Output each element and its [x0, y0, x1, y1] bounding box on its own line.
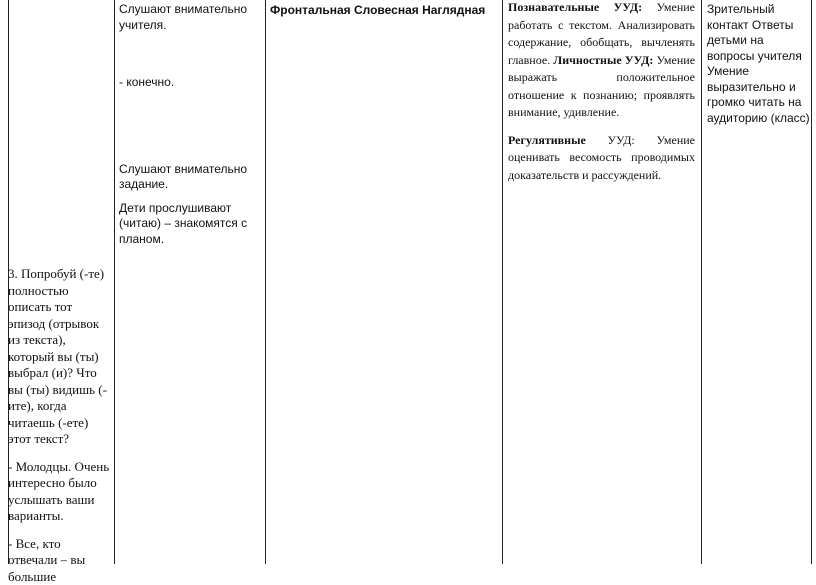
regulatory-label: Регулятивные [508, 133, 586, 147]
learning-actions-cell [508, 0, 695, 564]
praise-text: - Молодцы. Очень интересно было услышать ваши варианты. [8, 459, 112, 525]
regulatory-block [508, 132, 695, 185]
column-divider-1 [114, 0, 115, 564]
control-forms-cell [707, 0, 810, 564]
cognitive-label: Познавательные УУД: [508, 0, 642, 14]
work-forms-text: Фронтальная Словесная Наглядная [270, 3, 500, 18]
teacher-activity-cell [8, 0, 112, 564]
task-question: 3. Попробуй (-те) полностью описать тот эпизод (отрывок из текста), который вы (ты) выбрал (и)? Что вы (ты) видишь (-ите), когда читаешь (-ете) этот текст? [8, 266, 112, 448]
all-answered-text: - Все, кто отвечали – вы большие [8, 536, 112, 585]
listen-task-text: Слушают внимательно задание. [119, 162, 251, 193]
cognitive-text: Умение работать с текстом. Анализировать содержание, обобщать, вычленять главное. [508, 0, 695, 67]
personal-label: Личностные УУД: [553, 53, 653, 67]
cognitive-personal-block [508, 0, 695, 122]
personal-text: Умение выражать положительное отношение к познанию; проявлять внимание, удивление. [508, 53, 695, 120]
table-border-right [811, 0, 812, 564]
children-read-text: Дети прослушивают (читаю) – знакомятся с планом. [119, 201, 251, 248]
column-divider-2 [265, 0, 266, 564]
column-divider-3 [502, 0, 503, 564]
work-forms-cell [270, 0, 500, 564]
column-divider-4 [701, 0, 702, 564]
of-course-text: - конечно. [119, 75, 251, 91]
regulatory-text: УУД: Умение оценивать весомость проводимых доказательств и рассуждений. [508, 133, 695, 182]
listen-teacher-text: Слушают внимательно учителя. [119, 2, 251, 33]
control-forms-text: Зрительный контакт Ответы детьми на вопросы учителя Умение выразительно и громко читать на аудиторию (класс) [707, 2, 810, 126]
student-activity-cell [119, 0, 251, 564]
